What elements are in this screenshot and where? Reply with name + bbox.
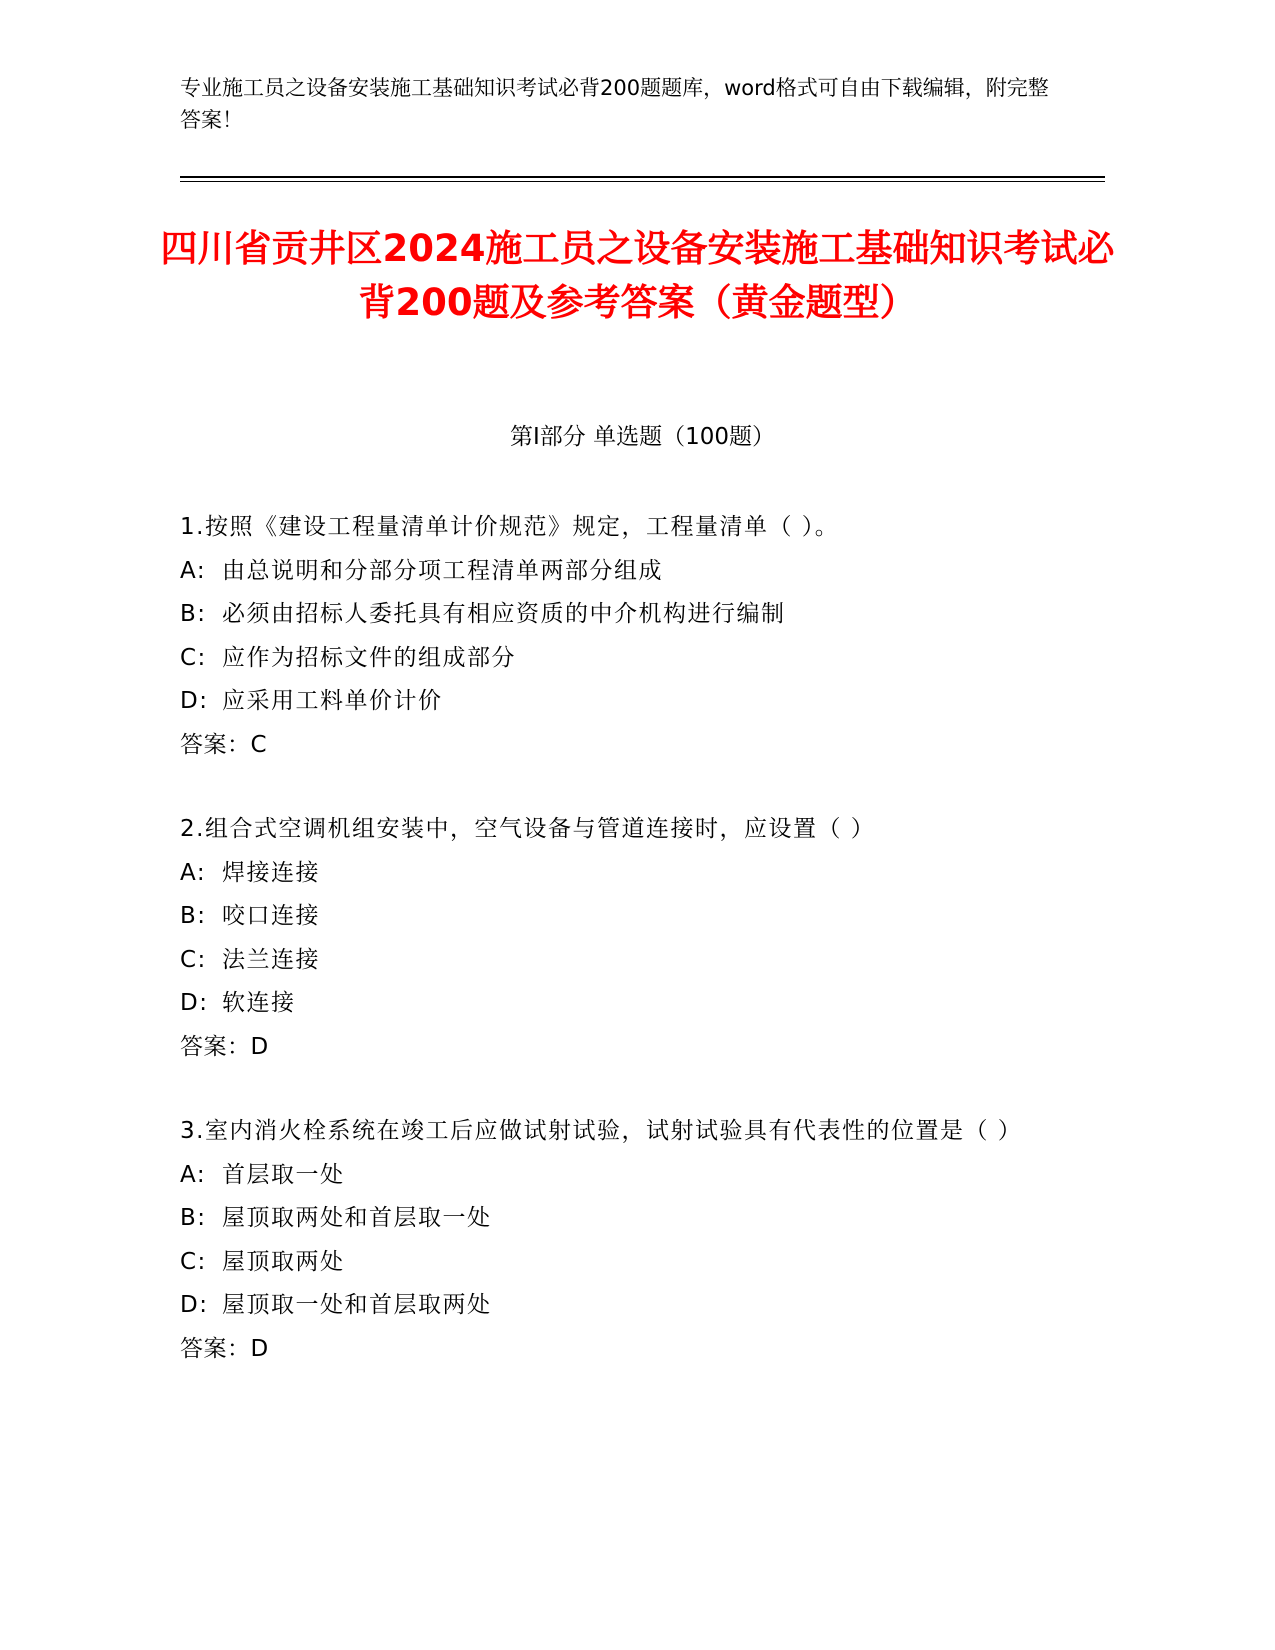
option-b (180, 895, 1060, 939)
option-label: B: (180, 1205, 207, 1231)
option-label: A: (180, 1161, 207, 1188)
option-text: 软连接 (222, 990, 296, 1016)
section-heading: 第I部分 单选题（100题） (510, 424, 775, 450)
option-a (180, 852, 1060, 896)
option-d (180, 680, 1060, 724)
option-text: 焊接连接 (222, 859, 320, 886)
option-label: C: (180, 946, 207, 973)
option-c (180, 1241, 1060, 1285)
option-label: A: (180, 557, 207, 584)
answer-line: 答案：D (180, 1335, 269, 1362)
option-label: D: (180, 1292, 209, 1318)
question-stem: 1.按照《建设工程量清单计价规范》规定，工程量清单（ ）。 (180, 514, 840, 540)
option-text: 法兰连接 (222, 946, 320, 973)
header-note: 专业施工员之设备安装施工基础知识考试必背200题题库，word格式可自由下载编辑，附完整答案！ (180, 76, 1049, 132)
option-b (180, 1197, 1060, 1241)
option-b (180, 593, 1060, 637)
question-list (180, 506, 1060, 1412)
option-label: B: (180, 903, 207, 929)
header-rule-thick (180, 176, 1105, 178)
option-c (180, 637, 1060, 681)
option-text: 由总说明和分部分项工程清单两部分组成 (222, 557, 663, 584)
question-3 (180, 1110, 1060, 1371)
option-label: A: (180, 859, 207, 886)
option-d (180, 982, 1060, 1026)
option-label: D: (180, 990, 209, 1016)
option-text: 屋顶取两处 (222, 1248, 345, 1275)
option-text: 屋顶取两处和首层取一处 (222, 1205, 492, 1231)
option-label: C: (180, 1248, 207, 1275)
answer-line: 答案：C (180, 731, 268, 758)
option-a (180, 1154, 1060, 1198)
option-text: 咬口连接 (222, 903, 320, 929)
option-c (180, 939, 1060, 983)
option-text: 首层取一处 (222, 1161, 345, 1188)
header-rule-thin (180, 181, 1105, 182)
option-a (180, 550, 1060, 594)
option-label: D: (180, 688, 209, 714)
question-1 (180, 506, 1060, 767)
option-label: B: (180, 601, 207, 627)
option-text: 必须由招标人委托具有相应资质的中介机构进行编制 (222, 601, 786, 627)
option-text: 应作为招标文件的组成部分 (222, 644, 516, 671)
option-label: C: (180, 644, 207, 671)
option-text: 屋顶取一处和首层取两处 (222, 1292, 492, 1318)
question-stem: 2.组合式空调机组安装中，空气设备与管道连接时，应设置（ ） (180, 816, 876, 842)
document-title: 四川省贡井区2024施工员之设备安装施工基础知识考试必背200题及参考答案（黄金题型） (160, 227, 1115, 324)
answer-line: 答案：D (180, 1033, 269, 1060)
option-d (180, 1284, 1060, 1328)
option-text: 应采用工料单价计价 (222, 688, 443, 714)
question-stem: 3.室内消火栓系统在竣工后应做试射试验，试射试验具有代表性的位置是（ ） (180, 1118, 1023, 1144)
question-2 (180, 808, 1060, 1069)
